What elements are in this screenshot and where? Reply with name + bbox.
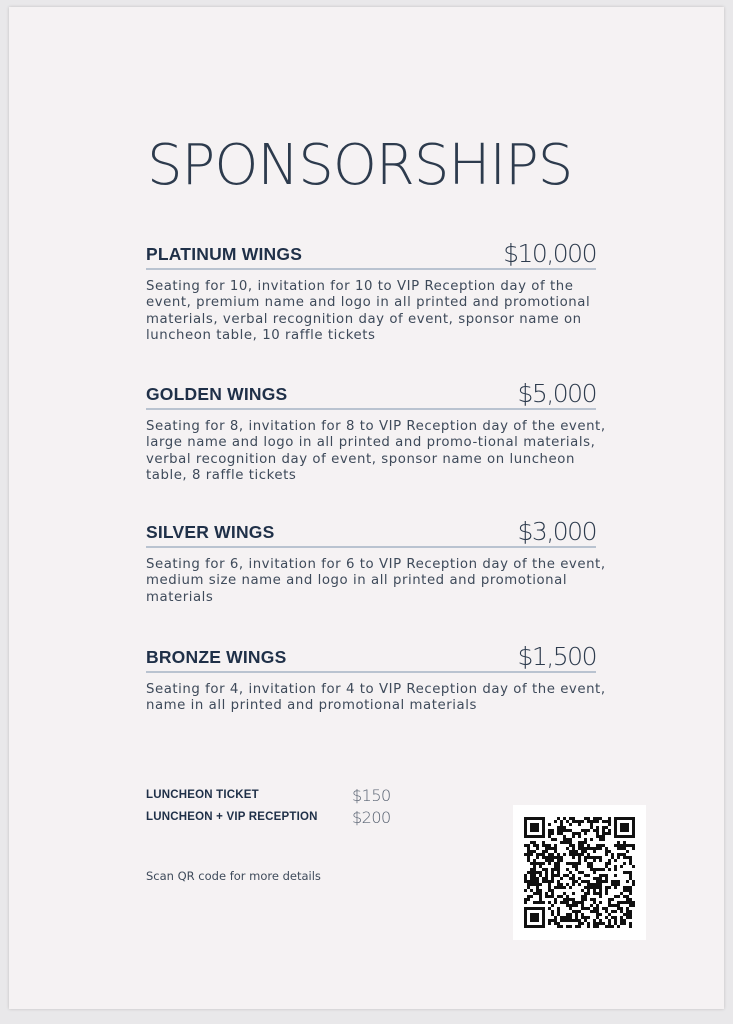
ticket-price: $150 xyxy=(352,786,391,805)
scan-note: Scan QR code for more details xyxy=(146,869,321,883)
tier-header xyxy=(146,380,596,410)
tier-name: SILVER WINGS xyxy=(146,522,275,542)
tier-price: $1,500 xyxy=(517,642,596,671)
tier-header xyxy=(146,240,596,270)
tier-description: Seating for 8, invitation for 8 to VIP Reception day of the event, large name and logo in all printed and promo-tional materials, verbal recognition day of event, sponsor name on luncheon table, 8 raffle tickets xyxy=(146,419,606,483)
tier-description: Seating for 4, invitation for 4 to VIP Reception day of the event, name in all printed and promotional materials xyxy=(146,682,606,714)
ticket-row-vip xyxy=(146,808,406,828)
page-title: SPONSORSHIPS xyxy=(147,133,573,198)
tier-silver xyxy=(146,517,606,606)
tier-platinum xyxy=(146,240,596,344)
tier-name: BRONZE WINGS xyxy=(146,647,287,667)
tier-header xyxy=(146,518,596,548)
tier-name: GOLDEN WINGS xyxy=(146,384,288,404)
qr-code[interactable] xyxy=(513,805,646,940)
tier-name: PLATINUM WINGS xyxy=(146,244,303,264)
tier-golden xyxy=(146,379,606,484)
tier-bronze xyxy=(146,642,606,715)
tier-price: $5,000 xyxy=(517,379,596,408)
qr-code-icon xyxy=(524,817,635,928)
ticket-price: $200 xyxy=(352,808,391,827)
ticket-label: LUNCHEON TICKET xyxy=(146,789,259,801)
tier-price: $3,000 xyxy=(517,517,596,546)
tier-description: Seating for 10, invitation for 10 to VIP Reception day of the event, premium name and logo in all printed and promotional materials, verbal recognition day of event, sponsor name on luncheon table, 10 raffle tickets xyxy=(146,279,591,343)
tier-description: Seating for 6, invitation for 6 to VIP Reception day of the event, medium size name and logo in all printed and promotional materials xyxy=(146,557,606,605)
tier-price: $10,000 xyxy=(503,239,596,268)
ticket-row-luncheon xyxy=(146,786,406,806)
ticket-label: LUNCHEON + VIP RECEPTION xyxy=(146,811,318,823)
tier-header xyxy=(146,643,596,673)
